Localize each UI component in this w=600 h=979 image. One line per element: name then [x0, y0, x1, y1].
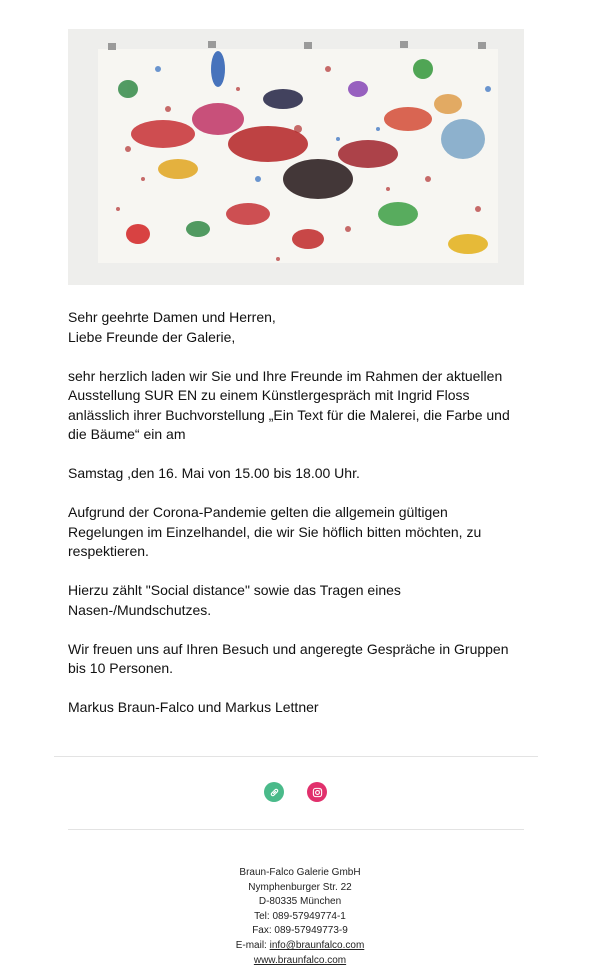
instagram-icon: [312, 787, 323, 798]
footer-website-link[interactable]: www.braunfalco.com: [253, 954, 347, 966]
instagram-link-button[interactable]: [307, 782, 327, 802]
footer-website-line: [0, 954, 600, 969]
social-links: [0, 782, 600, 804]
divider-bottom: [68, 829, 524, 830]
website-link-button[interactable]: [264, 782, 284, 802]
footer-street: Nymphenburger Str. 22: [248, 881, 352, 893]
letter-body: [68, 308, 524, 737]
footer: [0, 866, 600, 968]
footer-email-label: E-mail:: [235, 939, 270, 951]
event-date: Samstag ,den 16. Mai von 15.00 bis 18.00 Uhr.: [68, 465, 360, 481]
distance-paragraph: Hierzu zählt "Social distance" sowie das Tragen eines Nasen-/Mundschutzes.: [68, 582, 401, 618]
footer-company: Braun-Falco Galerie GmbH: [239, 867, 361, 878]
hero-image: [68, 29, 524, 285]
signature: Markus Braun-Falco und Markus Lettner: [68, 699, 319, 715]
divider-top: [54, 756, 538, 757]
salutation-line-1: Sehr geehrte Damen und Herren,: [68, 309, 276, 325]
footer-city: D-80335 München: [258, 896, 342, 908]
invitation-paragraph: sehr herzlich laden wir Sie und Ihre Freunde im Rahmen der aktuellen Ausstellung SUR EN zu einem Künstlergespräch mit Ingrid Floss anlässlich ihrer Buchvorstellung „Ein Text für die Malerei, die Farbe und die Bäume“ ein am: [68, 367, 510, 442]
salutation-line-2: Liebe Freunde der Galerie,: [68, 328, 236, 345]
footer-fax: Fax: 089-57949773-9: [252, 925, 348, 937]
footer-email-link[interactable]: info@braunfalco.com: [269, 939, 365, 951]
corona-paragraph: Aufgrund der Corona-Pandemie gelten die allgemein gültigen Regelungen im Einzelhandel, die wir Sie höflich bitten möchten, zu respektieren.: [68, 504, 482, 559]
closing-paragraph: Wir freuen uns auf Ihren Besuch und angeregte Gespräche in Gruppen bis 10 Personen.: [68, 640, 509, 676]
footer-email-line: [0, 939, 600, 954]
footer-tel: Tel: 089-57949774-1: [254, 910, 346, 922]
link-icon: [269, 787, 280, 798]
splatter-painting-image: [68, 29, 524, 285]
